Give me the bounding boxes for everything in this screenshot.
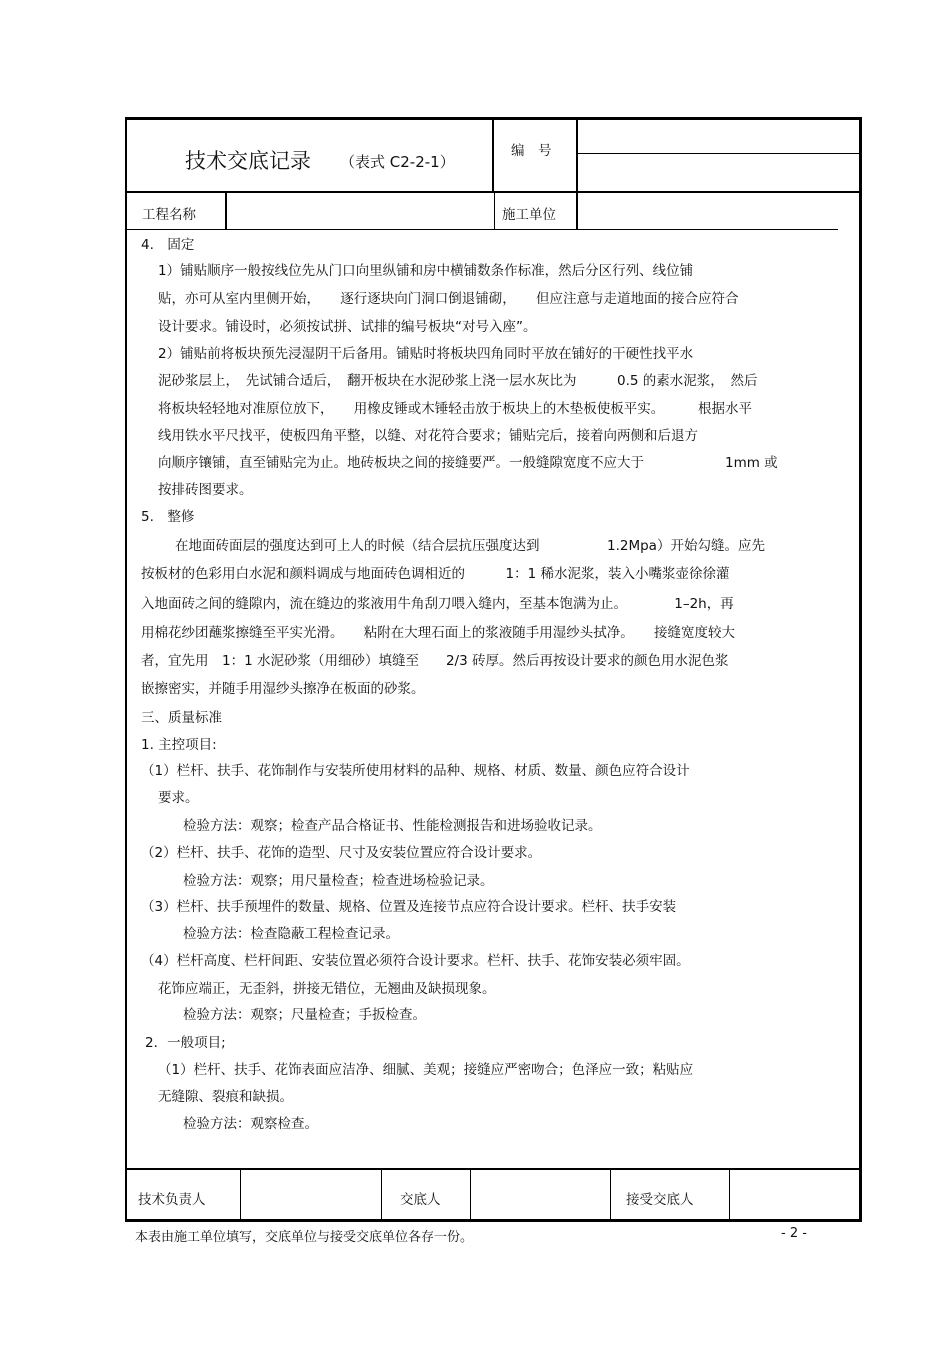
paragraph-line: 1）铺贴顺序一般按线位先从门口向里纵铺和房中横铺数条作标准，然后分区行列、线位铺: [158, 263, 694, 279]
header-divider-vertical: [492, 117, 494, 193]
footer-note: 本表由施工单位填写，交底单位与接受交底单位各存一份。: [135, 1230, 474, 1245]
project-name-label: 工程名称: [142, 207, 196, 223]
table-border-right: [859, 117, 862, 1222]
inspection-method: 检验方法：观察；尺量检查；手扳检查。: [183, 1007, 426, 1023]
paragraph-line: 贴，亦可从室内里侧开始， 逐行逐块向门洞口倒退铺砌， 但应注意与走道地面的接合应符合: [158, 291, 739, 307]
list-item: （3）栏杆、扶手预埋件的数量、规格、位置及连接节点应符合设计要求。栏杆、扶手安装: [141, 899, 677, 915]
subsection-heading: 1. 主控项目:: [141, 737, 217, 753]
document-title: 技术交底记录: [185, 149, 311, 173]
project-name-divider: [225, 193, 227, 229]
list-item: （2）栏杆、扶手、花饰的造型、尺寸及安装位置应符合设计要求。: [141, 845, 542, 861]
list-item: 要求。: [158, 790, 199, 806]
inspection-method: 检验方法：检查隐蔽工程检查记录。: [183, 926, 399, 942]
list-item: （1）栏杆、扶手、花饰制作与安装所使用材料的品种、规格、材质、数量、颜色应符合设计: [141, 763, 690, 779]
paragraph-line: 按板材的色彩用白水泥和颜料调成与地面砖色调相近的 1：1 稀水泥浆，装入小嘴浆壶徐徐灌: [141, 566, 730, 582]
paragraph-line: 按排砖图要求。: [158, 482, 253, 498]
paragraph-line: 泥砂浆层上， 先试铺合适后， 翻开板块在水泥砂浆上浇一层水灰比为 0.5 的素水泥浆， 然后: [158, 373, 758, 389]
header-divider-vertical-2: [576, 117, 578, 230]
inspection-method: 检验方法：观察检查。: [183, 1116, 318, 1132]
subsection-heading: 2．一般项目;: [145, 1035, 226, 1051]
footer-divider-5: [729, 1169, 730, 1221]
list-item: （1）栏杆、扶手、花饰表面应洁净、细腻、美观；接缝应严密吻合；色泽应一致；粘贴应: [158, 1062, 694, 1078]
construction-unit-label: 施工单位: [502, 207, 556, 223]
paragraph-line: 在地面砖面层的强度达到可上人的时候（结合层抗压强度达到 1.2Mpa）开始勾缝。应先: [175, 538, 765, 554]
list-item: （4）栏杆高度、栏杆间距、安装位置必须符合设计要求。栏杆、扶手、花饰安装必须牢固。: [141, 953, 690, 969]
section-heading: 5. 整修: [141, 509, 195, 525]
info-row-bottom: [125, 229, 838, 230]
footer-row-top: [125, 1168, 862, 1170]
paragraph-line: 2）铺贴前将板块预先浸湿阴干后备用。铺贴时将板块四角同时平放在铺好的干硬性找平水: [158, 346, 694, 362]
table-border-bottom: [125, 1219, 862, 1222]
tech-lead-label: 技术负责人: [138, 1192, 206, 1208]
receiver-label: 接受交底人: [626, 1192, 694, 1208]
paragraph-line: 向顺序镶铺，直至铺贴完为止。地砖板块之间的接缝要严。一般缝隙宽度不应大于 1mm 或: [158, 455, 778, 471]
paragraph-line: 线用铁水平尺找平，使板四角平整，以缝、对花符合要求；铺贴完后，接着向两侧和后退方: [158, 428, 698, 444]
inspection-method: 检验方法：观察；检查产品合格证书、性能检测报告和进场验收记录。: [183, 818, 602, 834]
footer-divider-2: [381, 1169, 382, 1221]
paragraph-line: 用棉花纱团蘸浆擦缝至平实光滑。 粘附在大理石面上的浆液随手用湿纱头拭净。 接缝宽度较大: [141, 625, 735, 641]
paragraph-line: 嵌擦密实，并随手用湿纱头擦净在板面的砂浆。: [141, 681, 425, 697]
footer-divider-3: [470, 1169, 471, 1221]
list-item: 花饰应端正，无歪斜，拼接无错位，无翘曲及缺损现象。: [158, 981, 496, 997]
page-number: - 2 -: [781, 1226, 807, 1241]
paragraph-line: 入地面砖之间的缝隙内，流在缝边的浆液用牛角刮刀喂入缝内，至基本饱满为止。 1–2h，再: [141, 596, 734, 612]
list-item: 无缝隙、裂痕和缺损。: [158, 1089, 293, 1105]
number-row-divider: [578, 153, 861, 154]
footer-divider-4: [610, 1169, 611, 1221]
table-border-left: [125, 117, 127, 1222]
form-code: （表式 C2-2-1）: [340, 153, 455, 171]
paragraph-line: 设计要求。铺设时，必须按试拼、试排的编号板块“对号入座”。: [158, 319, 537, 335]
paragraph-line: 将板块轻轻地对准原位放下， 用橡皮锤或木锤轻击放于板块上的木垫板使板平实。 根据水平: [158, 401, 752, 417]
section-heading: 4. 固定: [141, 237, 195, 253]
inspection-method: 检验方法：观察；用尺量检查；检查进场检验记录。: [183, 873, 494, 889]
number-label: 编 号: [511, 143, 552, 159]
section-heading: 三、质量标准: [141, 710, 222, 726]
construction-unit-divider: [494, 193, 495, 229]
paragraph-line: 者，宜先用 1：1 水泥砂浆（用细砂）填缝至 2/3 砖厚。然后再按设计要求的颜色用水泥色浆: [141, 653, 729, 669]
discloser-label: 交底人: [400, 1192, 441, 1208]
footer-divider-1: [240, 1169, 241, 1221]
